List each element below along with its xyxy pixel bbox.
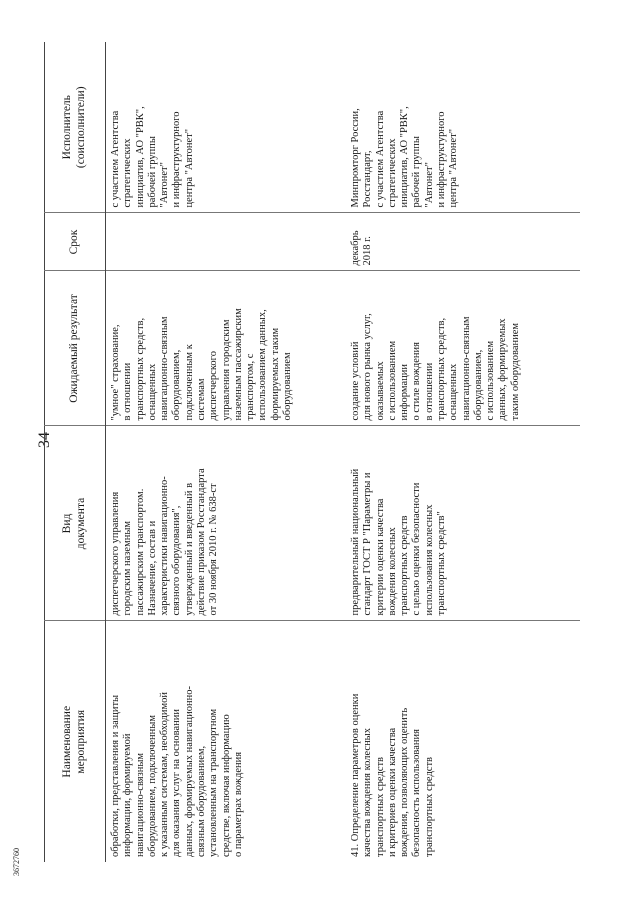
header-document-type bbox=[45, 426, 106, 621]
text-line: транспортных средств, bbox=[435, 317, 447, 421]
text-line: 2018 г. bbox=[362, 236, 374, 266]
cell-activity-name bbox=[346, 621, 580, 862]
text-line: предварительный национальный bbox=[350, 468, 361, 616]
header-line: Вид bbox=[61, 513, 74, 534]
cell-document-type bbox=[346, 426, 580, 621]
cell-executor bbox=[106, 42, 347, 213]
text-line: 41. Определение параметров оценки bbox=[350, 693, 361, 857]
header-line: (соисполнители) bbox=[75, 86, 87, 169]
text-line: "Автонет" bbox=[159, 162, 171, 208]
text-line: навигационно-связным bbox=[159, 316, 171, 421]
activities-table bbox=[44, 42, 580, 862]
header-line: Исполнитель bbox=[61, 95, 74, 160]
text-line: инициатив, АО "РВК", bbox=[399, 106, 411, 208]
text-line: навигационно-связным bbox=[134, 752, 146, 857]
text-line: и критериев оценки качества bbox=[386, 727, 398, 857]
text-line: транспортных средств bbox=[423, 756, 435, 857]
text-line: транспортных средств, bbox=[134, 317, 146, 421]
text-line: данных, формируемых bbox=[497, 318, 509, 421]
text-line: о параметрах вождения bbox=[232, 751, 244, 857]
text-line: оснащенных bbox=[146, 363, 158, 421]
header-line: мероприятия bbox=[75, 709, 87, 774]
header-line: Наименование bbox=[61, 705, 74, 778]
text-line: формируемых таким bbox=[269, 327, 281, 421]
text-line: транспортных средств bbox=[399, 515, 411, 616]
header-expected-result bbox=[45, 271, 106, 426]
text-line: вождения колесных bbox=[386, 527, 398, 616]
text-line: центра "Автонет" bbox=[183, 128, 195, 208]
text-line: оснащенных bbox=[448, 363, 460, 421]
header-executor bbox=[45, 42, 106, 213]
text-line: Назначение, состав и bbox=[146, 520, 158, 616]
text-line: и инфраструктурного bbox=[171, 111, 183, 208]
cell-term bbox=[106, 213, 347, 271]
text-line: подключенным к bbox=[183, 344, 195, 421]
text-line: с использованием bbox=[485, 340, 497, 421]
text-line: Росстандарт, bbox=[362, 150, 374, 208]
text-line: с целью оценки безопасности bbox=[411, 482, 423, 616]
table-row bbox=[106, 42, 347, 862]
rotated-table-container bbox=[44, 42, 599, 862]
text-line: информации, формируемой bbox=[122, 733, 134, 857]
text-line: стратегических bbox=[122, 138, 134, 208]
text-line: диспетчерского bbox=[208, 351, 220, 421]
text-line: качества вождения колесных bbox=[362, 728, 374, 857]
text-line: транспортных средств" bbox=[435, 511, 447, 616]
text-line: установленным на транспортном bbox=[208, 708, 220, 857]
text-line: характеристики навигационно- bbox=[159, 476, 171, 616]
cell-activity-name bbox=[106, 621, 347, 862]
text-line: оборудованием bbox=[281, 352, 293, 421]
header-term bbox=[45, 213, 106, 271]
text-line: пассажирским транспортом. bbox=[134, 488, 146, 616]
text-line: оборудованием, bbox=[472, 349, 484, 421]
text-line: диспетчерского управления bbox=[110, 491, 121, 616]
text-line: в отношении bbox=[423, 362, 435, 421]
text-line: о стиле вождения bbox=[411, 342, 423, 421]
text-line: оборудованием, bbox=[171, 349, 183, 421]
text-line: для оказания услуг на основании bbox=[171, 708, 183, 857]
text-line: стратегических bbox=[386, 138, 398, 208]
text-line: действие приказом Росстандарта bbox=[195, 468, 207, 616]
text-line: данных, формируемых навигационно- bbox=[183, 686, 195, 857]
text-line: стандарт ГОСТ Р "Параметры и bbox=[362, 472, 374, 616]
text-line: оборудованием, подключенным bbox=[146, 715, 158, 857]
text-line: рабочей группы bbox=[411, 136, 423, 208]
text-line: критерии оценки качества bbox=[374, 498, 386, 616]
text-line: обработки, представления и защиты bbox=[110, 694, 121, 857]
text-line: средстве, включая информацию bbox=[220, 714, 232, 857]
text-line: с участием Агентства bbox=[374, 110, 386, 208]
cell-document-type bbox=[106, 426, 347, 621]
cell-term bbox=[346, 213, 580, 271]
text-line: использования колесных bbox=[423, 504, 435, 616]
table-header-row bbox=[45, 42, 106, 862]
text-line: с использованием bbox=[386, 340, 398, 421]
text-line: таким оборудованием bbox=[509, 322, 521, 421]
text-line: в отношении bbox=[122, 362, 134, 421]
text-line: с участием Агентства bbox=[110, 110, 121, 208]
text-line: информации bbox=[399, 364, 411, 421]
cell-executor bbox=[346, 42, 580, 213]
text-line: наземным пассажирским bbox=[232, 308, 244, 421]
text-line: навигационно-связным bbox=[460, 316, 472, 421]
cell-expected-result bbox=[346, 271, 580, 426]
text-line: для нового рынка услуг, bbox=[362, 313, 374, 421]
text-line: создание условий bbox=[350, 341, 361, 421]
text-line: декабрь bbox=[350, 230, 361, 266]
text-line: безопасность использования bbox=[411, 729, 423, 857]
text-line: городским наземным bbox=[122, 520, 134, 616]
text-line: "Автонет" bbox=[423, 162, 435, 208]
text-line: утвержденный и введенный в bbox=[183, 482, 195, 616]
text-line: использованием данных, bbox=[257, 309, 269, 421]
header-line: документа bbox=[75, 497, 87, 550]
text-line: Минпромторг России, bbox=[350, 108, 361, 208]
header-activity-name bbox=[45, 621, 106, 862]
text-line: транспортных средств bbox=[374, 756, 386, 857]
text-line: вождения, позволяющих оценить bbox=[399, 707, 411, 857]
text-line: к указанным системам, необходимой bbox=[159, 691, 171, 857]
text-line: центра "Автонет" bbox=[448, 128, 460, 208]
text-line: транспортом, с bbox=[245, 353, 257, 421]
text-line: "умное" страхование, bbox=[110, 324, 121, 421]
table-row bbox=[346, 42, 580, 862]
text-line: от 30 ноября 2010 г. № 638-ст bbox=[208, 483, 220, 616]
text-line: рабочей группы bbox=[146, 136, 158, 208]
text-line: инициатив, АО "РВК", bbox=[134, 106, 146, 208]
document-code: 3672760 bbox=[12, 848, 21, 876]
header-line: Срок bbox=[68, 229, 81, 255]
text-line: оказываемых bbox=[374, 361, 386, 421]
cell-expected-result bbox=[106, 271, 347, 426]
text-line: и инфраструктурного bbox=[435, 111, 447, 208]
page-number: 34 bbox=[36, 432, 53, 448]
text-line: управления городским bbox=[220, 319, 232, 421]
text-line: системам bbox=[195, 378, 207, 421]
text-line: связным оборудованием, bbox=[195, 745, 207, 857]
header-line: Ожидаемый результат bbox=[68, 294, 81, 403]
text-line: связного оборудования", bbox=[171, 505, 183, 616]
